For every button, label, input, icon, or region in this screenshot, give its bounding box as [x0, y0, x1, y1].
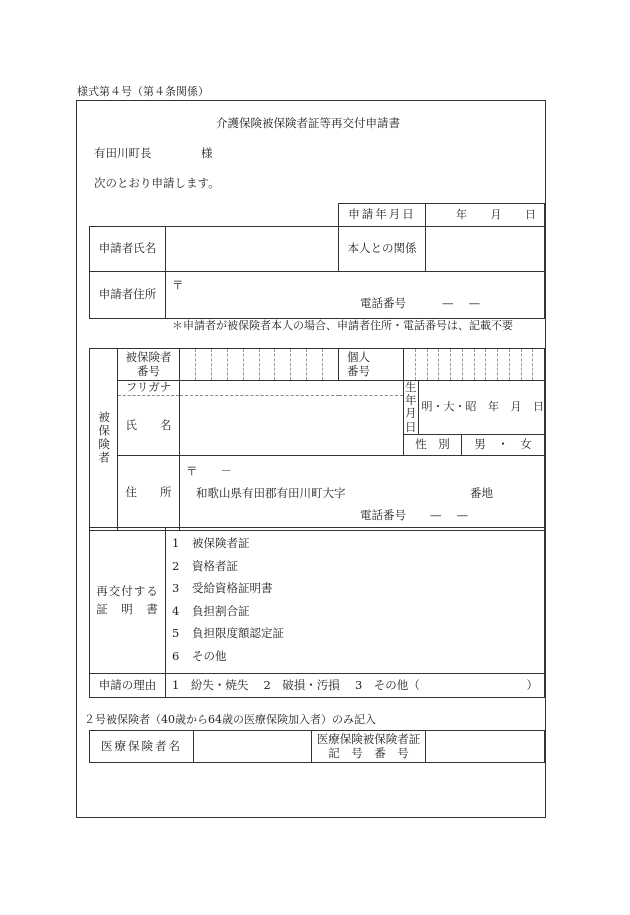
personal-number-field[interactable]: [404, 349, 545, 381]
applicant-table: [89, 203, 545, 319]
insured-address-suffix: 番地: [470, 485, 493, 500]
reissue-item[interactable]: 3 受給資格証明書: [172, 581, 273, 595]
addressee: 有田川町長: [94, 146, 152, 160]
secondary-heading: ２号被保険者（40歳から64歳の医療保険加入者）のみ記入: [84, 713, 376, 726]
reason-label: 申請の理由: [90, 674, 166, 698]
furigana-field[interactable]: [180, 381, 404, 396]
applicant-name-field[interactable]: [166, 227, 339, 272]
reissue-item[interactable]: 2 資格者証: [172, 558, 238, 573]
insured-postal: 〒 －: [186, 463, 232, 478]
reissue-items: [166, 528, 545, 674]
insured-name-field[interactable]: [180, 396, 404, 456]
insured-address-field[interactable]: [180, 455, 545, 530]
reissue-item[interactable]: 6 その他: [172, 648, 227, 663]
sex-cell: [404, 434, 545, 455]
insured-table: [89, 348, 545, 531]
insured-name-label: 氏 名: [118, 396, 180, 456]
intro-text: 次のとおり申請します。: [94, 176, 220, 190]
application-date-label: 申請年月日: [339, 204, 426, 227]
insured-phone-dashes: — —: [430, 507, 469, 522]
reissue-item[interactable]: 5 負担限度額認定証: [172, 626, 284, 640]
reissue-item[interactable]: 4 負担割合証: [172, 603, 250, 618]
applicant-note: ＊申請者が被保険者本人の場合、申請者住所・電話番号は、記載不要: [172, 319, 513, 332]
reason-field[interactable]: 1 紛失・焼失 2 破損・汚損 3 その他（ ）: [166, 674, 545, 698]
birth-date-cell: [404, 381, 545, 435]
insured-number-field[interactable]: [180, 349, 339, 381]
relation-label: 本人との関係: [339, 227, 426, 272]
secondary-table: [89, 730, 545, 763]
sex-label: 性 別: [404, 435, 462, 455]
applicant-phone-label: 電話番号: [360, 296, 406, 310]
applicant-name-label: 申請者氏名: [90, 227, 166, 272]
applicant-phone-dashes: — —: [442, 296, 481, 310]
insured-address-prefix: 和歌山県有田郡有田川町大字: [196, 485, 346, 500]
insured-phone-label: 電話番号: [360, 507, 406, 522]
insured-number-label: 被保険者 番号: [118, 349, 180, 381]
postal-mark: 〒: [172, 278, 184, 292]
birth-date-label: 生年月日: [405, 380, 417, 434]
insurance-number-label: 医療保険被保険者証 記 号 番 号: [312, 731, 426, 763]
birth-date-field[interactable]: 明・大・昭 年 月 日: [421, 400, 544, 414]
insured-address-label: 住 所: [118, 455, 180, 530]
applicant-address-field[interactable]: [166, 272, 545, 319]
form-number: 様式第４号（第４条関係）: [77, 85, 209, 98]
sex-options[interactable]: 男 ・ 女: [474, 437, 532, 452]
reissue-item[interactable]: 1 被保険者証: [172, 536, 250, 550]
application-date-field[interactable]: 年 月 日: [426, 204, 545, 227]
insurer-name-label: 医療保険者名: [90, 731, 194, 763]
insured-side-label: 被保険者: [90, 349, 118, 531]
insurer-name-field[interactable]: [194, 731, 312, 763]
applicant-address-label: 申請者住所: [90, 272, 166, 319]
addressee-suffix: 様: [201, 146, 213, 160]
reissue-table: [89, 527, 545, 698]
furigana-label: フリガナ: [118, 381, 180, 396]
insurance-number-field[interactable]: [426, 731, 545, 763]
reissue-label: 再交付する 証 明 書: [90, 528, 166, 674]
personal-number-label: 個人 番号: [339, 349, 404, 381]
form-title: 介護保険被保険者証等再交付申請書: [216, 116, 400, 130]
relation-field[interactable]: [426, 227, 545, 272]
